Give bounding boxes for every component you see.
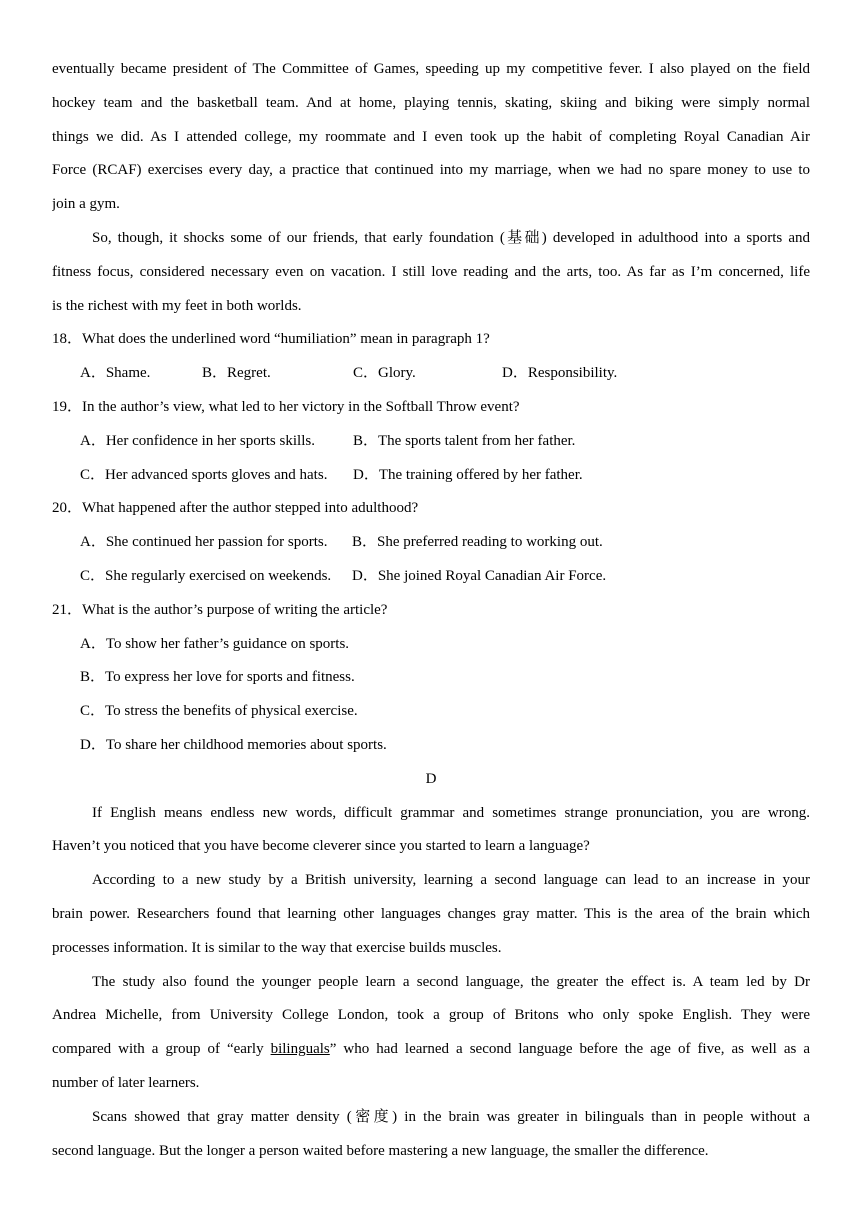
- text-line: number of later learners.: [52, 1074, 200, 1091]
- text-line: Scans showed that gray matter density (密度) in the brain was greater in bilinguals than in people without a: [92, 1108, 810, 1125]
- text-line: hockey team and the basketball team. And at home, playing tennis, skating, skiing and biking were simply normal: [52, 94, 810, 111]
- option-a: A．She continued her passion for sports.: [80, 534, 328, 551]
- option-d: D．Responsibility.: [502, 365, 618, 382]
- text-line: things we did. As I attended college, my roommate and I even took up the habit of completing Royal Canadian Air: [52, 128, 810, 145]
- option-d: D．To share her childhood memories about sports.: [80, 736, 387, 753]
- text-line: processes information. It is similar to the way that exercise builds muscles.: [52, 939, 502, 956]
- option-d: D．The training offered by her father.: [353, 466, 583, 483]
- question-20: [52, 492, 810, 593]
- text-line: Haven’t you noticed that you have become cleverer since you started to learn a language?: [52, 838, 590, 855]
- paragraph: [52, 222, 810, 323]
- text-run: ” who had learned a second language before the age of five, as well as a: [329, 1041, 810, 1058]
- text-run: compared with a group of “early: [52, 1041, 271, 1058]
- option-d: D．She joined Royal Canadian Air Force.: [352, 567, 607, 584]
- text-line: The study also found the younger people learn a second language, the greater the effect is. A team led by Dr: [92, 973, 810, 990]
- paragraph: [52, 864, 810, 965]
- question-21: [52, 594, 810, 763]
- option-b: B．Regret.: [202, 365, 271, 382]
- option-a: A．Her confidence in her sports skills.: [80, 432, 315, 449]
- option-c: C．She regularly exercised on weekends.: [80, 567, 332, 584]
- text-line: Andrea Michelle, from University College London, took a group of Britons who only spoke English. They were: [52, 1007, 810, 1024]
- underlined-word: bilinguals: [270, 1041, 330, 1058]
- text-line: If English means endless new words, difficult grammar and sometimes strange pronunciation, you are wrong.: [92, 804, 810, 821]
- text-line: So, though, it shocks some of our friends, that early foundation (基础) developed in adulthood into a sports and: [92, 229, 810, 246]
- paragraph: [52, 1101, 810, 1169]
- paragraph: [52, 966, 810, 1101]
- section-heading: D: [425, 770, 437, 787]
- text-line: [52, 1033, 810, 1067]
- option-b: B．She preferred reading to working out.: [352, 534, 603, 551]
- options-row: [52, 459, 810, 493]
- paragraph: [52, 797, 810, 865]
- options-row: [52, 425, 810, 459]
- text-line: According to a new study by a British university, learning a second language can lead to an increase in your: [92, 872, 810, 889]
- text-line: is the richest with my feet in both worlds.: [52, 297, 302, 314]
- question-19: [52, 391, 810, 492]
- question-stem: 20．What happened after the author stepped into adulthood?: [52, 500, 419, 517]
- options-row: [52, 560, 810, 594]
- option-a: A．Shame.: [80, 365, 151, 382]
- text-line: join a gym.: [52, 196, 120, 213]
- option-a: A．To show her father’s guidance on sports.: [80, 635, 350, 652]
- text-line: Force (RCAF) exercises every day, a practice that continued into my marriage, when we had no spare money to use to: [52, 162, 810, 179]
- options-row: [52, 526, 810, 560]
- text-line: fitness focus, considered necessary even on vacation. I still love reading and the arts, too. As far as I’m concerned, life: [52, 263, 810, 280]
- text-line: brain power. Researchers found that learning other languages changes gray matter. This is the area of the brain which: [52, 905, 810, 922]
- text-line: second language. But the longer a person waited before mastering a new language, the smaller the difference.: [52, 1142, 709, 1159]
- option-c: C．Her advanced sports gloves and hats.: [80, 466, 328, 483]
- options-row: [52, 357, 810, 391]
- option-c: C．Glory.: [353, 365, 416, 382]
- question-18: [52, 323, 810, 391]
- question-stem: 21．What is the author’s purpose of writing the article?: [52, 601, 388, 618]
- option-b: B．The sports talent from her father.: [353, 432, 576, 449]
- option-b: B．To express her love for sports and fitness.: [80, 669, 355, 686]
- question-stem: 18．What does the underlined word “humiliation” mean in paragraph 1?: [52, 331, 490, 348]
- option-c: C．To stress the benefits of physical exercise.: [80, 703, 358, 720]
- question-stem: 19．In the author’s view, what led to her victory in the Softball Throw event?: [52, 398, 520, 415]
- text-line: eventually became president of The Committee of Games, speeding up my competitive fever. I also played on the field: [52, 61, 810, 77]
- paragraph: [52, 53, 810, 222]
